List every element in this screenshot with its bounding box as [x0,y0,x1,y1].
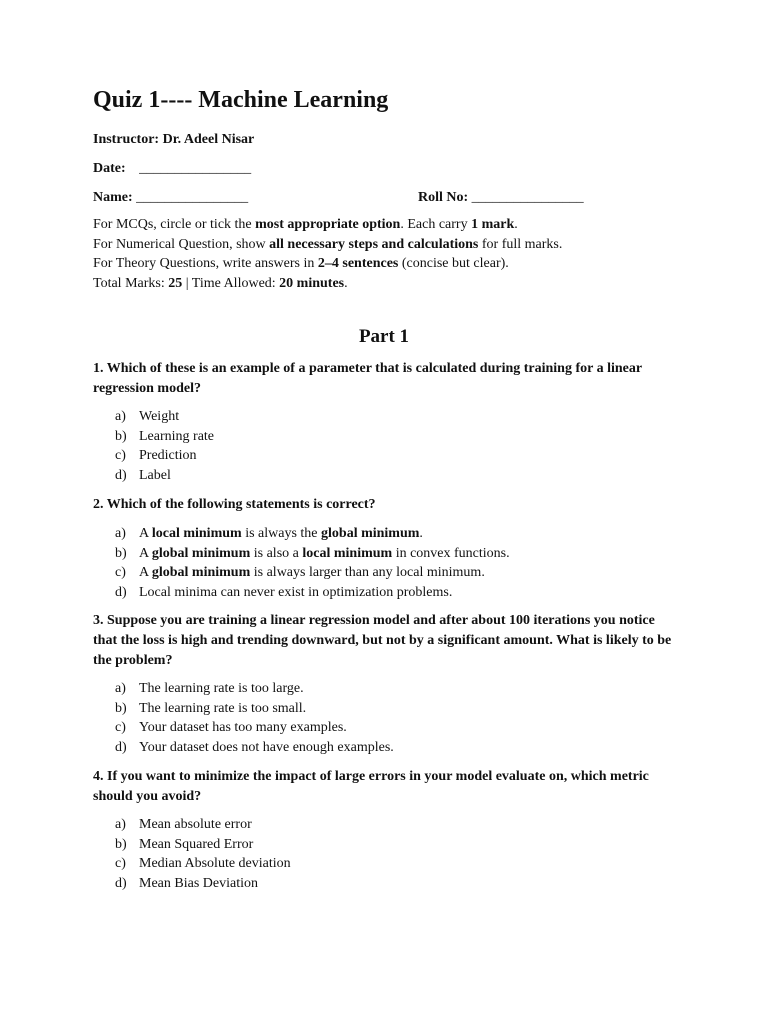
roll-line [418,188,584,208]
option: a) The learning rate is too large. [115,681,304,696]
question-3: 3. Suppose you are training a linear regression model and after about 100 iterations you notice that the loss is high and trending downward, but not by a significant amount. What is likely to be the problem? [93,613,672,668]
option: d) Local minima can never exist in optimization problems. [115,584,453,600]
question-2-options [115,524,510,602]
option: b) Mean Squared Error [115,836,254,852]
question-4-options [115,815,291,893]
option: d) Mean Bias Deviation [115,875,258,891]
name-line [93,188,248,208]
roll-label: Roll No: [418,190,469,205]
name-label: Name: [93,190,133,205]
option: b) A global minimum is also a local minimum in convex functions. [115,545,510,561]
name-blank: ________________ [136,190,249,205]
date-label: Date: [93,161,126,176]
instruction-theory: For Theory Questions, write answers in 2–4 sentences (concise but clear). [93,256,509,271]
question-4: 4. If you want to minimize the impact of large errors in your model evaluate on, which metric should you avoid? [93,769,649,804]
instructions [93,215,693,293]
option: d) Label [115,467,171,483]
date-line [93,159,251,179]
option: b) Learning rate [115,428,215,444]
part-heading: Part 1 [358,326,410,347]
option: c) Median Absolute deviation [115,856,291,871]
question-1: 1. Which of these is an example of a parameter that is calculated during training for a linear regression model? [93,361,642,396]
roll-blank: ________________ [471,190,584,205]
option: c) Prediction [115,448,197,463]
question-1-options [115,407,214,485]
document-title: Quiz 1---- Machine Learning [93,87,389,113]
instruction-total: Total Marks: 25 | Time Allowed: 20 minutes. [93,275,348,291]
instructor-line: Instructor: Dr. Adeel Nisar [93,132,255,147]
option: c) A global minimum is always larger than any local minimum. [115,565,485,580]
option: b) The learning rate is too small. [115,700,307,716]
option: c) Your dataset has too many examples. [115,720,347,735]
date-blank: ________________ [139,161,252,176]
instruction-numerical: For Numerical Question, show all necessary steps and calculations for full marks. [93,236,563,252]
question-2: 2. Which of the following statements is correct? [93,497,376,512]
option: d) Your dataset does not have enough examples. [115,739,394,755]
question-3-options [115,679,394,757]
option: a) A local minimum is always the global minimum. [115,526,423,541]
option: a) Mean absolute error [115,817,252,832]
option: a) Weight [115,409,180,424]
instruction-mcq: For MCQs, circle or tick the most appropriate option. Each carry 1 mark. [93,217,518,232]
